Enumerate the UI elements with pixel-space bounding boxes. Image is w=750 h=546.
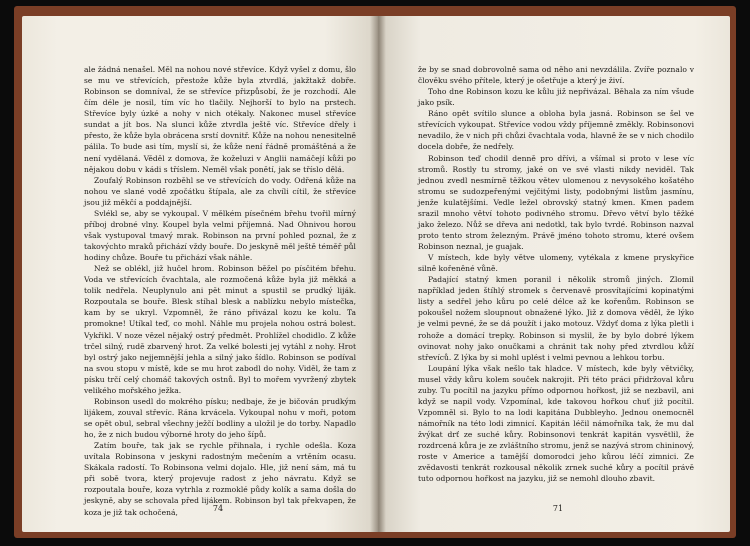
left-page-text xyxy=(84,64,356,518)
paragraph: Zatím bouře, tak jak se rychle přihnala, i rychle odešla. Koza uvítala Robinsona v jeskyni radostným mečením a vrtěním ocasu. Skákala radostí. To Robinsona velmi dojalo. Hle, již není sám, má tu při sobě tvora, který projevuje radost z jeho návratu. Když se rozpoutala bouře, koza vytrhla z rozmoklé půdy kolík a sama došla do jeskyně, aby se schovala před lijákem. Robinson byl tak překvapen, že koza je již tak ochočená, xyxy=(84,441,356,517)
paragraph: že by se snad dobrovolně sama od něho ani nevzdálila. Zvíře poznalo v člověku svého přítele, který je ošetřuje a který je živí. xyxy=(418,65,694,86)
right-page xyxy=(378,16,730,532)
paragraph: Ráno opět svítilo slunce a obloha byla jasná. Robinson se šel ve střevících vykoupat. Střevíce vodou vždy příjemně změkly. Robinsonovi nevadilo, že v nich při chůzi čvachtala voda, hlavně že se v nich chodilo docela dobře, že nedřely. xyxy=(418,109,694,152)
right-page-number: 71 xyxy=(552,504,564,513)
paragraph: Toho dne Robinson kozu ke kůlu již nepřivázal. Běhala za ním všude jako psík. xyxy=(418,87,694,108)
paragraph: Než se oblékl, již hučel hrom. Robinson běžel po písčitém břehu. Voda ve střevících čvachtala, ale rozmočená kůže byla již měkká a tolik nedřela. Neuplynulo ani pět minut a spustil se prudký liják. Rozpoutala se bouře. Blesk stíhal blesk a nablízku nebylo místečka, kam by se ukryl. Vzpomněl, že ráno přivázal kozu ke kolu. Ta promokne! Utíkal teď, co mohl. Náhle mu projela nohou ostrá bolest. Vykřikl. V noze vězel nějaký ostrý předmět. Prohlížel chodidlo. Z kůže trčel silný, rudě zbarvený hrot. Za velké bolesti jej vytáhl z nohy. Hrot byl ostrý jako nejjemnější jehla a silný jako šídlo. Robinson se podíval na svou stopu v místě, kde se mu hrot zabodl do nohy. Viděl, že tam z písku trčí celý chomáč takových ostnů. Byl to mořem vyvržený zbytek velikého mořského ježka. xyxy=(84,264,356,395)
left-page-number: 74 xyxy=(212,504,224,513)
paragraph: Zoufalý Robinson rozběhl se ve střevících do vody. Odřená kůže na nohou ve slané vodě zpočátku štípala, ale za chvíli cítil, že střevíce jsou již měkčí a poddajnější. xyxy=(84,175,356,207)
book-spread xyxy=(14,6,736,538)
paragraph: V místech, kde byly větve ulomeny, vytékala z kmene pryskyřice silně kořeněné vůně. xyxy=(418,253,694,274)
right-page-text xyxy=(418,64,694,484)
paragraph: ale žádná nenašel. Měl na nohou nové střevíce. Když vyšel z domu, šlo se mu ve střevících, přestože kůže byla ztvrdlá, jakžtakž dobře. Robinson se domníval, že se střevíce přizpůsobí, že je rozchodí. Ale čím déle je nosil, tím víc ho tlačily. Nejhorší to bylo na prstech. Střevíce byly úzké a nohy v nich otékaly. Nakonec musel střevíce sundat a jít bos. Na slunci kůže ztvrdla ještě víc. Střevíce dřely i přesto, že kůže byla obrácena srstí dovnitř. Kůže na nohou nenesitelně pálila. To bude asi tím, myslí si, že kůže není řádně promáštěná a že není vydělaná. Věděl z domova, že koželuzi v Anglii namáčejí kůži po nějakou dobu v kádi s tříslem. Neměl však ponětí, jak se tříslo dělá. xyxy=(84,65,356,174)
paragraph: Robinson usedl do mokrého písku; nedbaje, že je bičován prudkým lijákem, zouval střevíc. Rána krvácela. Vykoupal nohu v moři, potom se opět obul, sebral všechny ježčí bodliny a uložil je do torby. Napadlo ho, že z nich budou výborné hroty do jeho šípů. xyxy=(84,396,356,440)
paragraph: Svlékl se, aby se vykoupal. V mělkém písečném břehu tvořil mírný příboj drobné vlny. Koupel byla velmi příjemná. Nad Ohnivou horou však vystupoval tmavý mrak. Robinson na první pohled poznal, že z takovýchto mraků přichází vždy bouře. Do jeskyně měl ještě téměř půl hodiny chůze. Bouře tu přichází však náhle. xyxy=(84,208,356,263)
left-page xyxy=(22,16,378,532)
paragraph: Padající statný kmen poranil i několik stromů jiných. Zlomil například jeden štíhlý stromek s červenavě prosvítajícími kopinatými listy a sedřel jeho kůru po celé délce až ke kořenům. Robinson se pokoušel nožem sloupnout obnažené lýko. Již z domova věděl, že lýko je velmi pevné, že se dá použít i jako motouz. Vždyť doma z lýka pletli i rohože a domácí trepky. Robinson si myslil, že by bylo dobré lýkem ovinovat nohy jako onučkami a chránit tak nohy před ztvrdlou kůží střevíců. Z lýka by si mohl uplést i velmi pevnou a lehkou torbu. xyxy=(418,275,694,362)
paragraph: Robinson teď chodil denně pro dřívi, a všímal si proto v lese víc stromů. Rostly tu stromy, jaké on ve své vlasti nikdy neviděl. Tak jednou zvedl nesmírně těžkou větev ulomenou z nevysokého košatého stromu se sudozpeřenými vejčitými listy, podobnými listům jasmínu, jenže kulatějšími. Vedle ležel obrovský statný kmen. Kmen padem srazil mnoho větví tohoto podivného stromu. Dřevo větví bylo těžké jako železo. Nůž se dřeva ani nedotkl, tak bylo tvrdé. Robinson nazval proto tento strom železným. Právě jméno tohoto stromu, které ovšem Robinson neznal, je guajak. xyxy=(418,153,694,251)
paragraph: Loupání lýka však nešlo tak hladce. V místech, kde byly větvičky, musel vždy kůru kolem souček nakrojit. Při této práci přidržoval kůru zuby. Tu pocítil na jazyku přímo odpornou hořkost, již se nezbavil, ani když se napil vody. Vzpomínal, kde takovou hořkou chuť již pocítil. Vzpomněl si. Bylo to na lodi kapitána Dubbleyho. Jednou onemocněl námořník na této lodi zimnicí. Kapitán léčil námořníka tak, že mu dal žvýkat drť ze suché kůry. Robinsonovi tenkrát kapitán vysvětlil, že rozdrcená kůra je ze zvláštního stromu, jenž se nazývá strom chininový, roste v Americe a tamější domorodci jeho kůrou léčí zimnici. Ze zvědavosti tenkrát rozkousal několik zrnek suché kůry a pocítil právě tuto odpornou hořkost na jazyku, již se nemohl dlouho zbavit. xyxy=(418,363,694,484)
